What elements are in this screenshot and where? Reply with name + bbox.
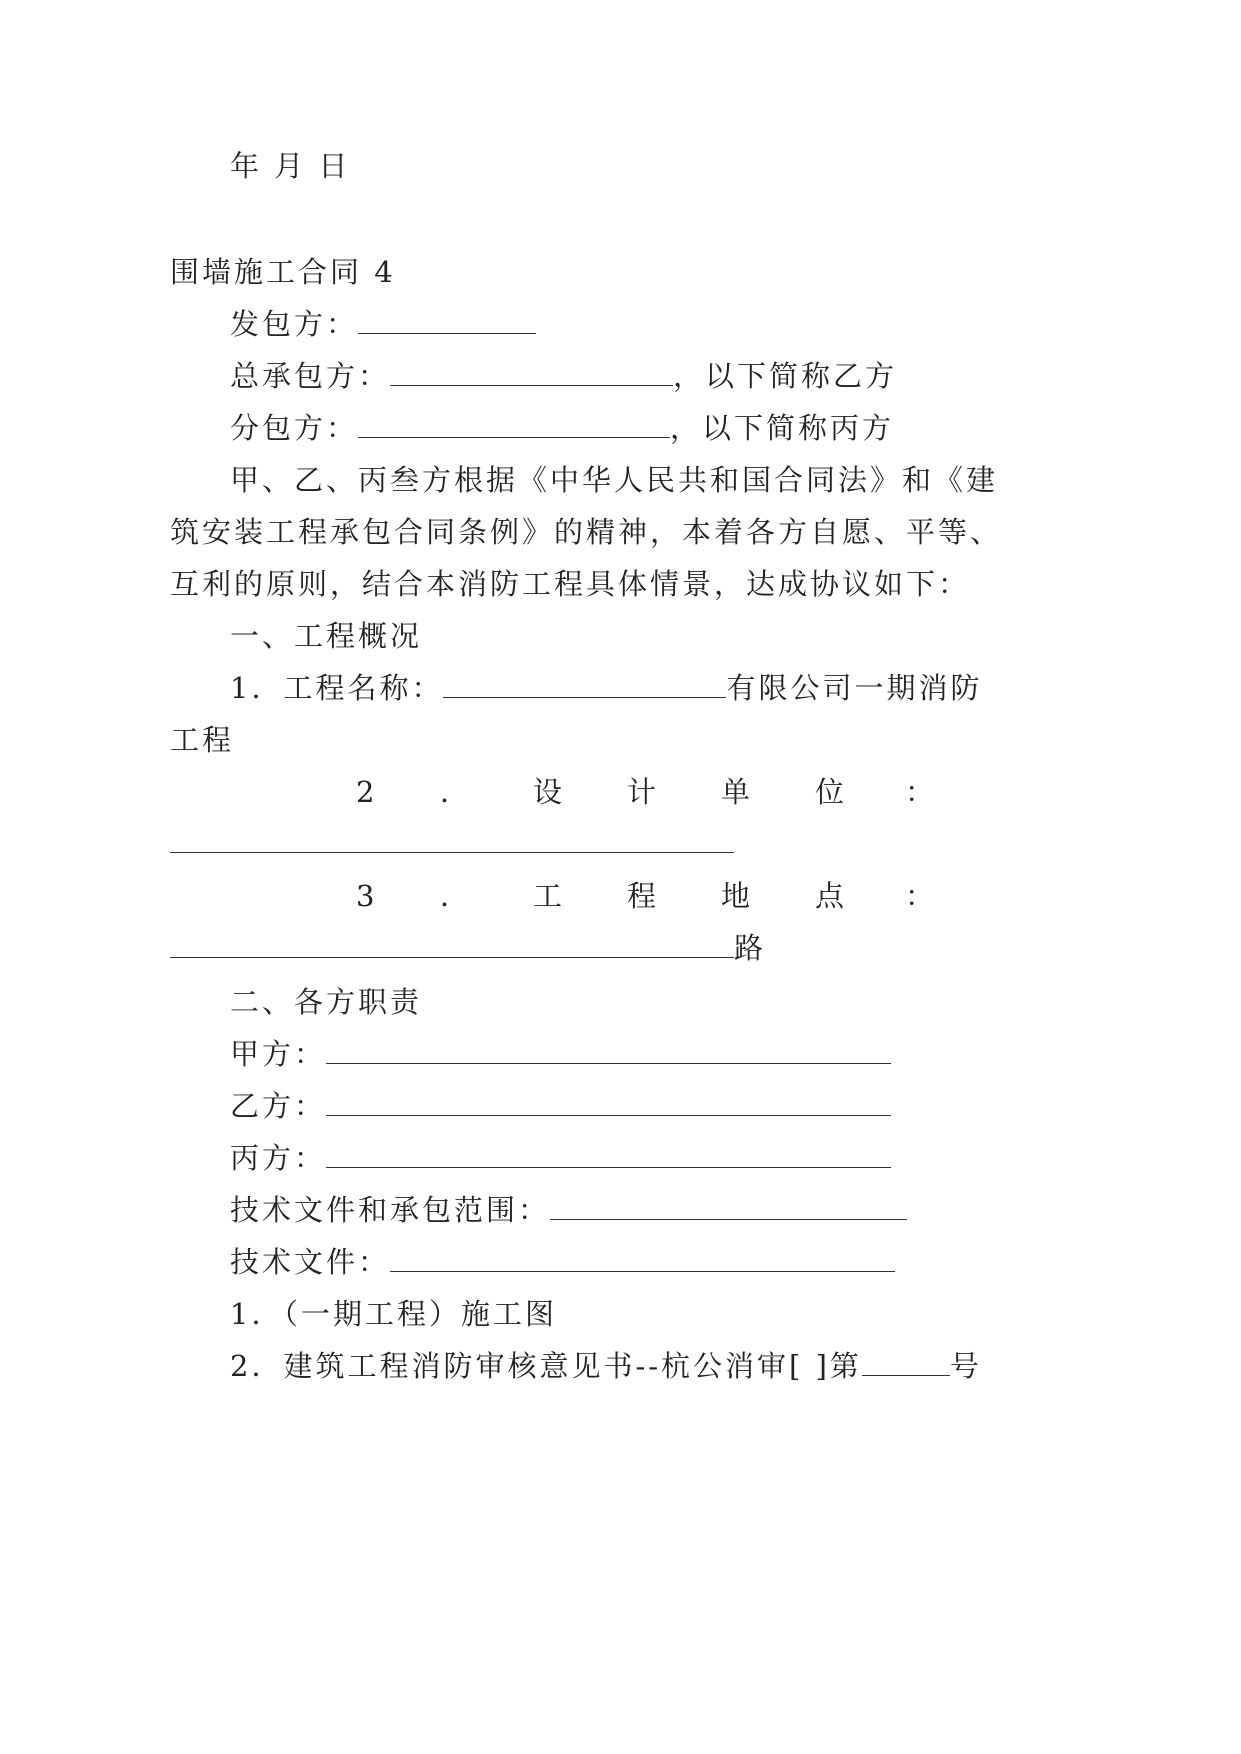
- tech-docs-line: [230, 1242, 895, 1282]
- party-c-blank: [326, 1141, 891, 1168]
- general-contractor-label: 总承包方：: [230, 359, 391, 393]
- scope-blank: [550, 1193, 907, 1220]
- project-name-cont: 工程: [170, 723, 235, 757]
- intro-line-2: 筑安装工程承包合同条例》的精神，本着各方自愿、平等、: [170, 515, 1003, 549]
- date-line: 年 月 日: [230, 149, 351, 183]
- subcontractor-label: 分包方：: [230, 411, 359, 445]
- intro-line-3: 互利的原则，结合本消防工程具体情景，达成协议如下：: [170, 567, 971, 601]
- design-unit-char: ：: [905, 775, 935, 809]
- project-name-blank: [443, 671, 726, 698]
- design-unit-char: 计: [627, 775, 657, 809]
- design-unit-blank: [170, 826, 734, 853]
- party-c-label: 丙方：: [230, 1141, 327, 1175]
- project-location-line: [0, 876, 1241, 916]
- project-location-char: 程: [627, 879, 657, 913]
- project-location-char: 工: [533, 879, 563, 913]
- tech-docs-blank: [390, 1245, 895, 1272]
- general-contractor-suffix: ，以下简称乙方: [673, 359, 898, 393]
- project-location-char: ：: [905, 879, 935, 913]
- doc-item-2-suffix: 号: [949, 1349, 982, 1383]
- project-location-blank-line: [170, 928, 766, 968]
- issuer-label: 发包方：: [230, 307, 359, 341]
- design-unit-char: 单: [721, 775, 751, 809]
- intro-line-1: 甲、乙、丙叁方根据《中华人民共和国合同法》和《建: [230, 463, 999, 497]
- section2-heading: 二、各方职责: [230, 985, 423, 1019]
- project-name-line: [230, 668, 982, 708]
- project-location-char: 地: [721, 879, 751, 913]
- subcontractor-blank: [358, 411, 670, 438]
- general-contractor-blank: [390, 359, 673, 386]
- design-unit-char: 设: [533, 775, 563, 809]
- issuer-line: [230, 304, 536, 344]
- party-b-blank: [326, 1089, 891, 1116]
- issuer-blank: [358, 307, 536, 334]
- subcontractor-suffix: ，以下简称丙方: [670, 411, 895, 445]
- project-location-char: 3: [356, 879, 375, 913]
- doc-item-2: [230, 1346, 982, 1386]
- party-a-line: [230, 1034, 891, 1074]
- doc-item-2-prefix: 2．建筑工程消防审核意见书--杭公消审[ ]第: [230, 1349, 862, 1383]
- tech-docs-label: 技术文件：: [230, 1245, 391, 1279]
- party-c-line: [230, 1138, 891, 1178]
- party-a-blank: [326, 1037, 891, 1064]
- party-a-label: 甲方：: [230, 1037, 327, 1071]
- section1-heading: 一、工程概况: [230, 619, 423, 653]
- doc-item-1: 1．（一期工程）施工图: [230, 1297, 557, 1331]
- subcontractor-line: [230, 408, 894, 448]
- party-b-label: 乙方：: [230, 1089, 327, 1123]
- project-location-char: ．: [440, 879, 470, 913]
- project-location-blank: [170, 931, 734, 958]
- scope-line: [230, 1190, 907, 1230]
- general-contractor-line: [230, 356, 897, 396]
- project-location-char: 点: [815, 879, 845, 913]
- project-name-suffix: 有限公司一期消防: [726, 671, 983, 705]
- scope-label: 技术文件和承包范围：: [230, 1193, 551, 1227]
- project-location-suffix: 路: [734, 931, 767, 965]
- design-unit-char: 2: [356, 775, 375, 809]
- project-name-label: 1．工程名称：: [230, 671, 444, 705]
- party-b-line: [230, 1086, 891, 1126]
- contract-title: 围墙施工合同 4: [170, 255, 396, 289]
- design-unit-char: 位: [815, 775, 845, 809]
- design-unit-char: ．: [440, 775, 470, 809]
- doc-item-2-blank: [862, 1349, 950, 1376]
- design-unit-line: [0, 772, 1241, 812]
